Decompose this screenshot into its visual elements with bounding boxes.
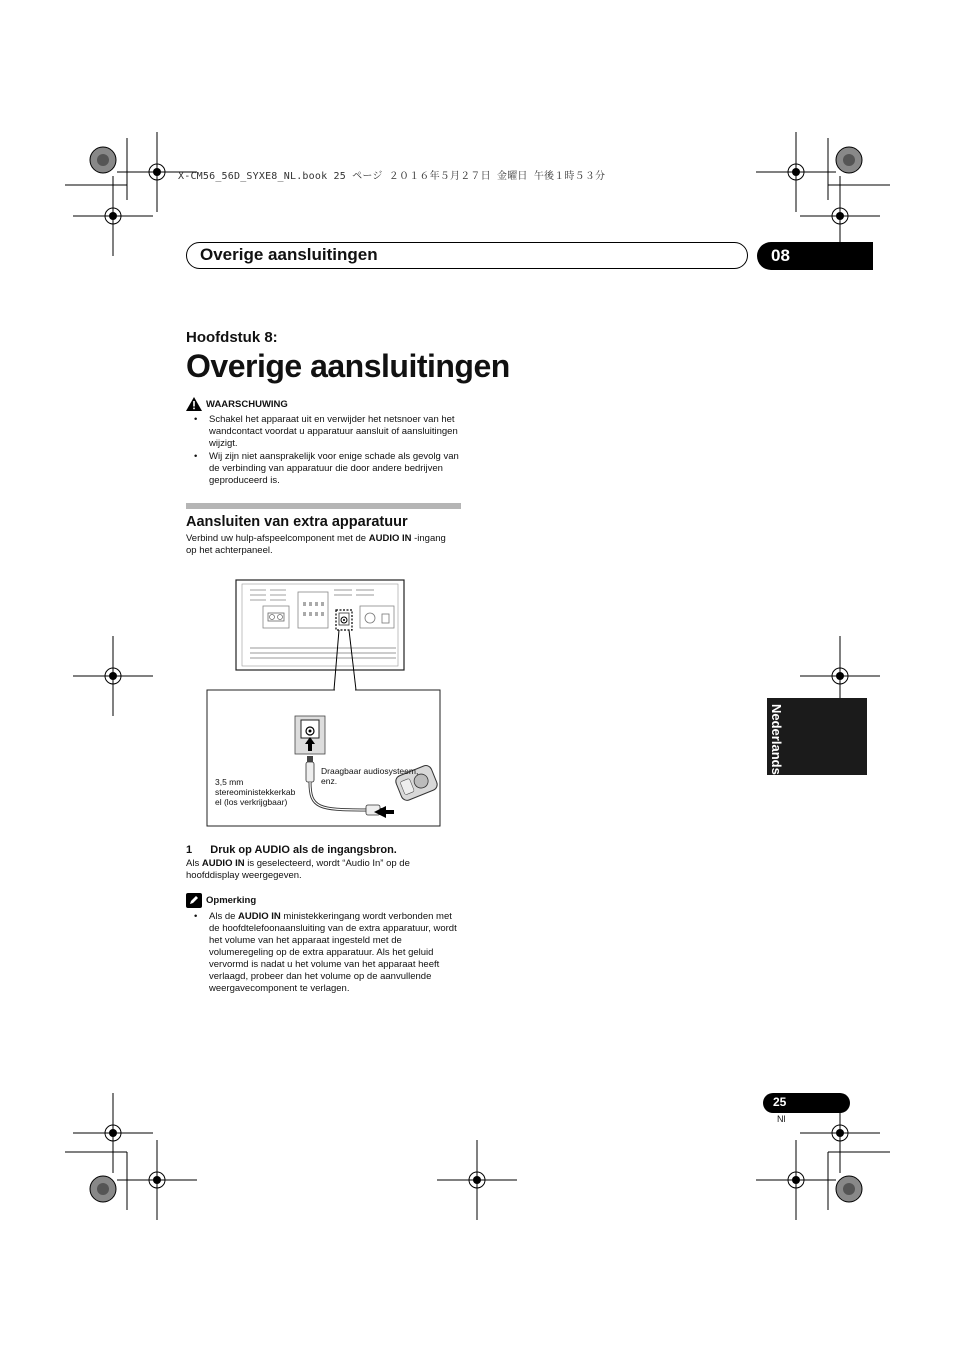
warning-triangle-icon xyxy=(186,397,202,411)
warning-list xyxy=(194,414,464,488)
warning-heading-text: WAARSCHUWING xyxy=(206,398,288,410)
note-heading xyxy=(186,893,256,908)
step-1 xyxy=(186,844,397,856)
connection-diagram xyxy=(206,578,442,828)
note-heading-text: Opmerking xyxy=(206,895,257,906)
page-number: 25 xyxy=(773,1095,787,1109)
list-item: • Als de AUDIO IN ministekkeringang wordt verbonden met de hoofdtelefoonaansluiting van de extra apparatuur, wordt het volume van het apparaat ingesteld met de volumeregeling op de extra apparatuur. Als het geluid vervormd is nadat u het volume van het apparaat heeft verlaagd, probeer dan het volume op de aanvullende weergavecomponent te verlagen. xyxy=(194,911,457,994)
device-label: Draagbaar audiosysteem, enz. xyxy=(321,766,419,786)
book-file-line: X-CM56_56D_SYXE8_NL.book 25 ページ ２０１６年５月２７日 金曜日 午後１時５３分 xyxy=(178,171,606,182)
section-intro: Verbind uw hulp-afspeelcomponent met de AUDIO IN -ingang op het achterpaneel. xyxy=(186,533,446,556)
chapter-title: Overige aansluitingen xyxy=(186,348,510,384)
note-list xyxy=(194,911,464,996)
warning-heading xyxy=(186,397,288,411)
step-1-body: Als AUDIO IN is geselecteerd, wordt “Audio In” op de hoofddisplay weergegeven. xyxy=(186,858,410,881)
section-title: Aansluiten van extra apparatuur xyxy=(186,514,408,530)
page-language-code: Nl xyxy=(777,1114,786,1124)
step-text: Druk op AUDIO als de ingangsbron. xyxy=(210,844,397,856)
section-rule xyxy=(186,503,461,509)
chapter-label: Hoofdstuk 8: xyxy=(186,329,278,346)
cable-label: 3,5 mm stereoministekkerkab el (los verkrijgbaar) xyxy=(215,777,296,807)
language-tab-text: Nederlands xyxy=(769,704,784,775)
list-item: • Wij zijn niet aansprakelijk voor enige schade als gevolg van de verbinding van apparatuur die door andere bedrijven geproduceerd is. xyxy=(194,451,459,486)
header-title: Overige aansluitingen xyxy=(200,245,378,264)
chapter-number: 08 xyxy=(771,246,790,265)
list-item: • Schakel het apparaat uit en verwijder het netsnoer van het wandcontact voordat u apparatuur aansluit of aansluitingen wijzigt. xyxy=(194,414,458,449)
chapter-badge xyxy=(757,242,873,270)
step-number: 1 xyxy=(186,844,193,856)
note-pencil-icon xyxy=(186,893,202,908)
page-number-pill xyxy=(763,1093,850,1113)
language-tab xyxy=(767,698,867,775)
